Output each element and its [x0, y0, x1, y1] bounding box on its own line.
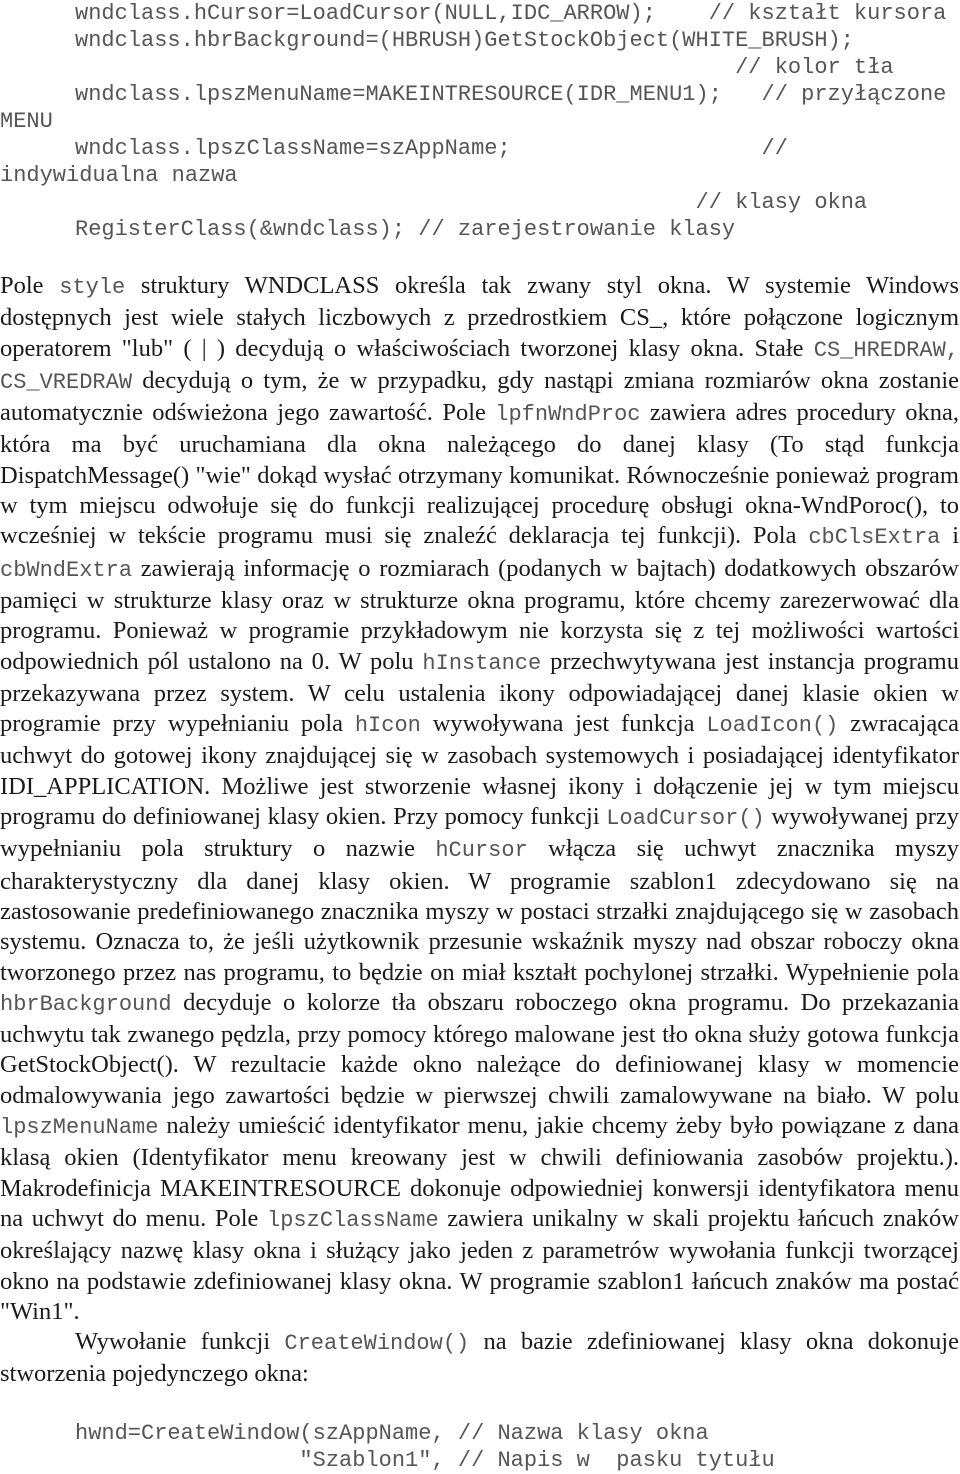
inline-code-identifier: hInstance — [422, 650, 542, 676]
code-line: wndclass.lpszMenuName=MAKEINTRESOURCE(IDR_MENU1); // przyłączone — [75, 82, 947, 107]
inline-code-identifier: lpszMenuName — [0, 1115, 159, 1141]
prose-text: decydują o tym, że w przypadku, gdy nastąpi zmiana rozmiarów okna zostanie automatycznie odświeżona jego zawartość. Pole — [0, 366, 959, 427]
inline-code-identifier: lpfnWndProc — [495, 402, 641, 428]
prose-text: wywoływana jest funkcja — [420, 710, 707, 738]
inline-code-identifier: LoadIcon() — [706, 713, 839, 739]
code-line: indywidualna nazwa — [0, 163, 238, 188]
prose-text: na bazie zdefiniowanej klasy okna dokonuje stworzenia pojedynczego okna: — [0, 1328, 959, 1388]
inline-code-identifier: style — [59, 275, 126, 300]
prose-text: włącza się uchwyt znacznika myszy charakterystyczny dla danej klasy okien. W programie szablon1 zdecydowano się na zastosowanie predefiniowanego znacznika myszy w postaci strzałki znajdującego się w zasobach systemu. Oznacza to, że jeśli użytkownik przesunie wskaźnik myszy nad obszar roboczy okna tworzonego przez nas programu, to będzie on miał kształt pochylonej strzałki. Wypełnienie pola — [0, 835, 959, 986]
code-line: wndclass.hCursor=LoadCursor(NULL,IDC_ARROW); // kształt kursora — [75, 1, 947, 26]
prose-text: zawiera adres procedury okna, która ma być uruchamiana dla okna należącego do danej klasy (To stąd funkcja DispatchMessage() "wie" dokąd wysłać otrzymany komunikat. Równocześnie ponieważ program w tym miejscu odwołuje się do funkcji realizującej procedurę obsługi okna-WndPoroc(), to wcześniej w tekście programu musi się znaleźć deklaracja tej funkcji). Pola — [0, 399, 959, 550]
code-line: // klasy okna — [75, 190, 868, 215]
prose-text: Wywołanie funkcji — [75, 1328, 285, 1356]
prose-text: przechwytywana jest instancja programu przekazywana przez system. W celu ustalenia ikony odpowiadającej danej klasie okien w programie przy wypełnianiu pola — [0, 647, 959, 738]
prose-text: należy umieścić identyfikator menu, jakie chcemy żeby było powiązane z dana klasą okien (Identyfikator menu kreowany jest w chwili definiowania zasobów projektu.). Makrodefinicja MAKEINTRESOURCE dokonuje odpowiedniej konwersji identyfikatora menu na uchwyt do menu. Pole — [0, 1112, 959, 1232]
code-line: wndclass.lpszClassName=szAppName; // — [75, 136, 788, 161]
prose-text: zawierają informację o rozmiarach (podanych w bajtach) dodatkowych obszarów pamięci w strukturze klasy oraz w strukturze okna programu, które chcemy zarezerwować dla programu. Ponieważ w programie przykładowym nie korzysta się z tej możliwości wartości odpowiednich pól ustalono na 0. W polu — [0, 554, 959, 675]
prose-text: struktury WNDCLASS określa tak zwany styl okna. W systemie Windows dostępnych jest wiele stałych liczbowych z przedrostkiem CS_, które połączone logicznym operatorem "lub" ( | ) decydują o właściwościach tworzonej klasy okna. Stałe — [0, 272, 959, 362]
inline-code-identifier: hbrBackground — [0, 991, 172, 1017]
code-line: wndclass.hbrBackground=(HBRUSH)GetStockObject(WHITE_BRUSH); — [75, 28, 854, 53]
code-line: // kolor tła — [75, 55, 894, 80]
inline-code-identifier: cbClsExtra — [808, 525, 941, 551]
inline-code-identifier: hCursor — [435, 838, 528, 864]
code-line: MENU — [0, 109, 53, 134]
code-listing-top — [0, 0, 960, 243]
inline-code-identifier: hIcon — [354, 713, 421, 739]
code-line: RegisterClass(&wndclass); // zarejestrowanie klasy — [75, 217, 736, 242]
prose-paragraph — [0, 1327, 960, 1390]
code-listing-bottom — [0, 1420, 960, 1474]
inline-code-identifier: CreateWindow() — [284, 1331, 470, 1357]
prose-text: Pole — [0, 272, 60, 299]
prose-paragraph — [0, 271, 960, 1327]
inline-code-identifier: CS_VREDRAW — [0, 369, 133, 395]
prose-text: wywoływanej przy wypełnianiu pola struktury o nazwie — [0, 803, 959, 863]
code-line: hwnd=CreateWindow(szAppName, // Nazwa klasy okna — [75, 1420, 709, 1446]
inline-code-identifier: lpszClassName — [267, 1207, 439, 1233]
inline-code-identifier: CS_HREDRAW, — [813, 337, 959, 363]
inline-code-identifier: LoadCursor() — [606, 806, 765, 832]
prose-text: zwracająca uchwyt do gotowej ikony znajdującej się w zasobach systemowych i posiadającej identyfikator IDI_APPLICATION. Możliwe jest stworzenie własnej ikony i dołączenie jej w tym miejscu programu do definiowanej klasy okien. Przy pomocy funkcji — [0, 710, 959, 831]
prose-text: decyduje o kolorze tła obszaru roboczego okna programu. Do przekazania uchwytu tak zwanego pędzla, przy pomocy którego malowane jest tło okna służy gotowa funkcja GetStockObject(). W rezultacie każde okno należące do definiowanej klasy w momencie odmalowywania jego zawartości będzie w pierwszej chwili zamalowywane na biało. W polu — [0, 988, 959, 1109]
prose-text: i — [940, 522, 959, 550]
inline-code-identifier: cbWndExtra — [0, 557, 133, 583]
prose-text: zawiera unikalny w skali projektu łańcuch znaków określający nazwę klasy okna i służący jako jeden z parametrów wywołania funkcji tworzącej okno na podstawie zdefiniowanej klasy okna. W programie szablon1 łańcuch znaków ma postać "Win1". — [0, 1204, 959, 1325]
code-line: "Szablon1", // Napis w pasku tytułu — [75, 1447, 775, 1473]
